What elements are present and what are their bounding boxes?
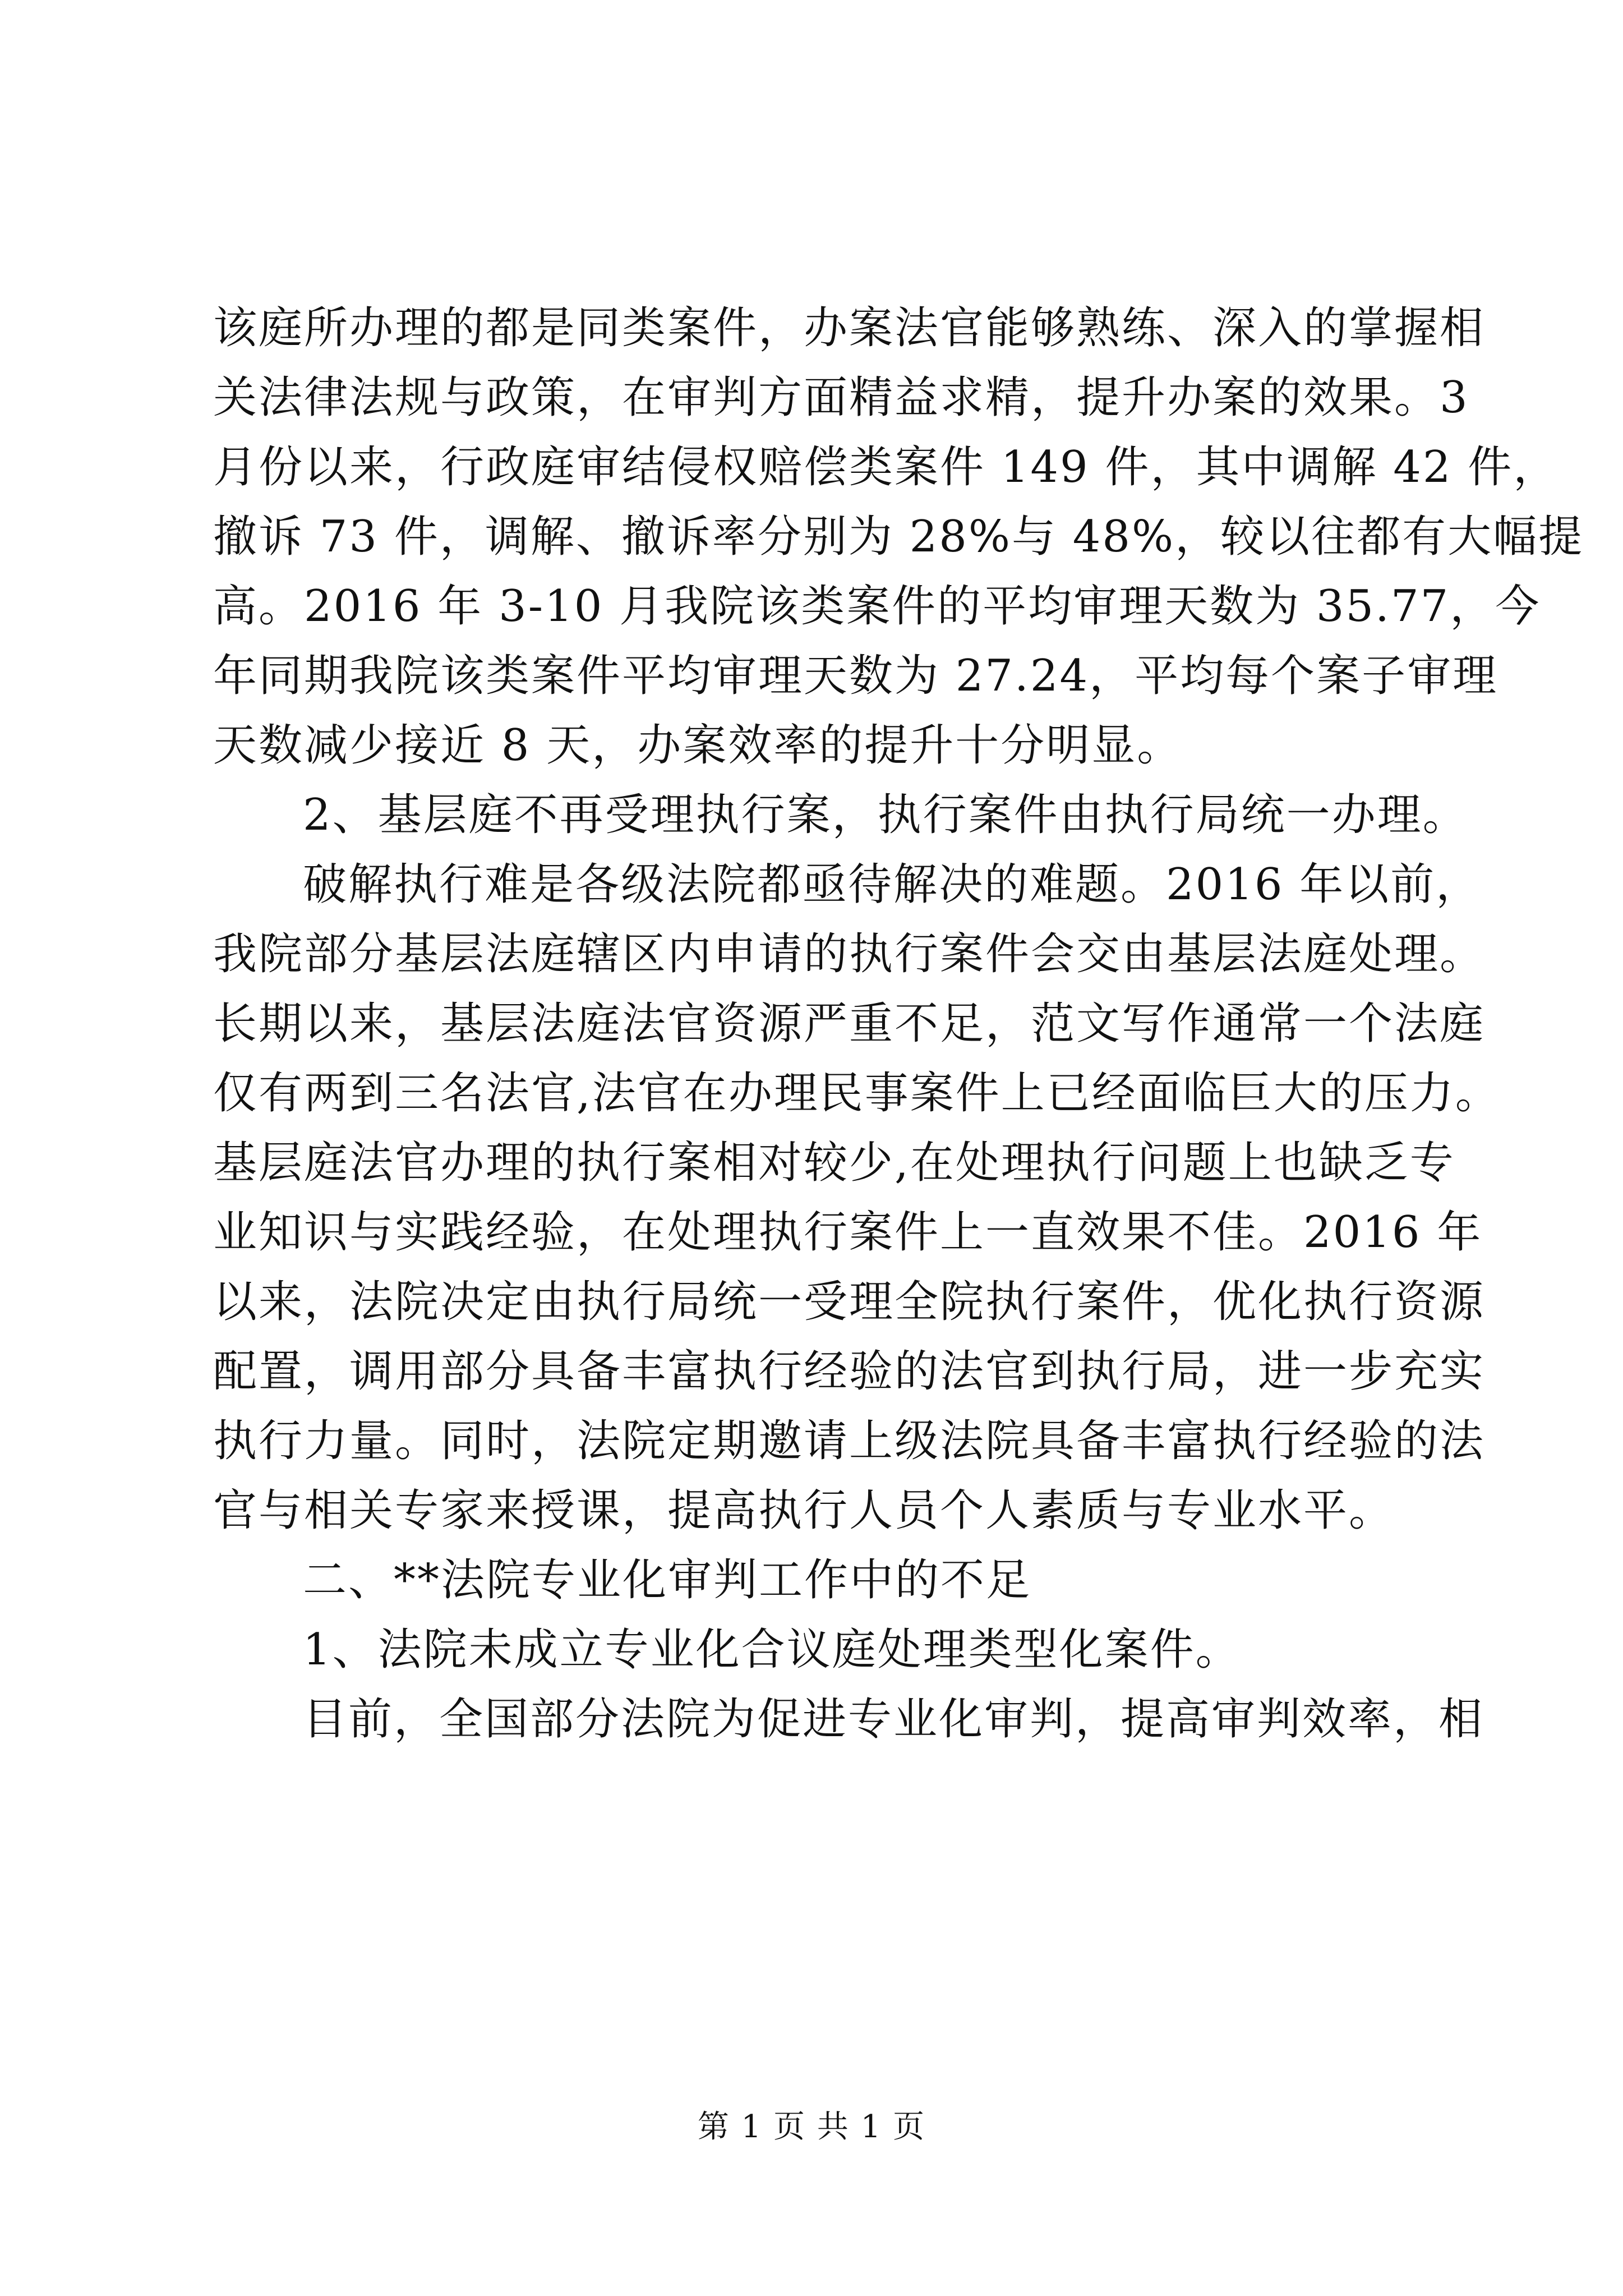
text-line-15: 以来，法院决定由执行局统一受理全院执行案件，优化执行资源 xyxy=(213,1277,1486,1327)
text-line-17: 执行力量。同时，法院定期邀请上级法院具备丰富执行经验的法 xyxy=(213,1416,1486,1466)
text-line-2: 关法律法规与政策，在审判方面精益求精，提升办案的效果。3 xyxy=(213,372,1469,423)
text-line-5: 高。2016 年 3-10 月我院该类案件的平均审理天数为 35.77，今 xyxy=(213,581,1541,632)
text-line-16: 配置，调用部分具备丰富执行经验的法官到执行局，进一步充实 xyxy=(213,1346,1486,1397)
text-line-1: 该庭所办理的都是同类案件，办案法官能够熟练、深入的掌握相 xyxy=(213,303,1486,353)
text-line-9: 破解执行难是各级法院都亟待解决的难题。2016 年以前， xyxy=(303,859,1482,910)
section-two-heading: 二、**法院专业化审判工作中的不足 xyxy=(303,1555,1032,1605)
text-line-18: 官与相关专家来授课，提高执行人员个人素质与专业水平。 xyxy=(213,1485,1395,1536)
page-number-footer: 第 1 页 共 1 页 xyxy=(697,2109,926,2145)
text-line-6: 年同期我院该类案件平均审理天数为 27.24，平均每个案子审理 xyxy=(213,651,1498,701)
text-line-4: 撤诉 73 件，调解、撤诉率分别为 28%与 48%，较以往都有大幅提 xyxy=(213,512,1584,562)
section-item-1-heading: 1、法院未成立专业化合议庭处理类型化案件。 xyxy=(303,1625,1241,1675)
text-line-21: 目前，全国部分法院为促进专业化审判，提高审判效率，相 xyxy=(303,1694,1484,1745)
text-line-13: 基层庭法官办理的执行案相对较少,在处理执行问题上也缺乏专 xyxy=(213,1138,1455,1188)
text-line-14: 业知识与实践经验，在处理执行案件上一直效果不佳。2016 年 xyxy=(213,1207,1483,1258)
text-line-10: 我院部分基层法庭辖区内申请的执行案件会交由基层法庭处理。 xyxy=(213,929,1486,979)
text-line-7: 天数减少接近 8 天，办案效率的提升十分明显。 xyxy=(213,720,1183,771)
text-line-11: 长期以来，基层法庭法官资源严重不足，范文写作通常一个法庭 xyxy=(213,999,1486,1049)
text-line-3: 月份以来，行政庭审结侵权赔偿类案件 149 件，其中调解 42 件， xyxy=(213,442,1559,493)
section-item-2-heading: 2、基层庭不再受理执行案，执行案件由执行局统一办理。 xyxy=(303,790,1468,840)
text-line-12: 仅有两到三名法官,法官在办理民事案件上已经面临巨大的压力。 xyxy=(213,1068,1501,1119)
